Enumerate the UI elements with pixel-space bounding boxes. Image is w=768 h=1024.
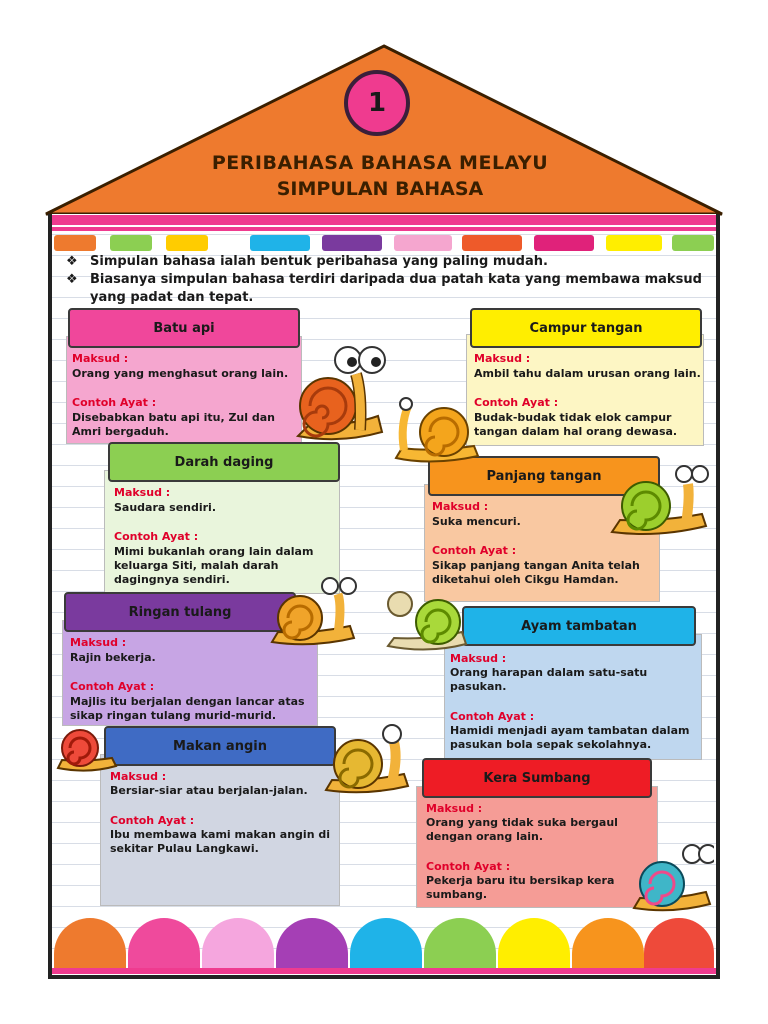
contoh-text: Ibu membawa kami makan angin di sekitar Pulau Langkawi. bbox=[110, 828, 331, 855]
snail-icon bbox=[608, 458, 712, 538]
maksud-text: Orang harapan dalam satu-satu pasukan. bbox=[450, 666, 648, 693]
contoh-text: Mimi bukanlah orang lain dalam keluarga Siti, malah darah dagingnya sendiri. bbox=[114, 545, 314, 586]
card-title-makan-angin: Makan angin bbox=[104, 726, 336, 766]
snail-icon bbox=[54, 724, 120, 774]
contoh-text: Disebabkan batu api itu, Zul dan Amri bergaduh. bbox=[72, 411, 275, 438]
contoh-label: Contoh Ayat : bbox=[474, 396, 559, 409]
contoh-label: Contoh Ayat : bbox=[70, 680, 155, 693]
card-title-campur-tangan: Campur tangan bbox=[470, 308, 702, 348]
maksud-label: Maksud : bbox=[450, 652, 507, 665]
pink-band bbox=[52, 215, 716, 225]
card-title-batu-api: Batu api bbox=[68, 308, 300, 348]
color-strip bbox=[166, 235, 208, 251]
maksud-label: Maksud : bbox=[110, 770, 167, 783]
card-title-kera-sumbang: Kera Sumbang bbox=[422, 758, 652, 798]
contoh-label: Contoh Ayat : bbox=[114, 530, 199, 543]
contoh-text: Pekerja baru itu bersikap kera sumbang. bbox=[426, 874, 615, 901]
snail-icon bbox=[392, 396, 482, 466]
snail-icon bbox=[384, 582, 470, 654]
contoh-label: Contoh Ayat : bbox=[432, 544, 517, 557]
snail-icon bbox=[630, 840, 714, 914]
card-title-panjang-tangan: Panjang tangan bbox=[428, 456, 660, 496]
maksud-text: Bersiar-siar atau berjalan-jalan. bbox=[110, 784, 308, 797]
number-badge: 1 bbox=[344, 70, 410, 136]
color-strip bbox=[250, 235, 310, 251]
card-title-ayam-tambatan: Ayam tambatan bbox=[462, 606, 696, 646]
intro-line-1: ❖ Simpulan bahasa ialah bentuk peribahasa yang paling mudah. bbox=[66, 254, 548, 269]
contoh-label: Contoh Ayat : bbox=[110, 814, 195, 827]
page-subtitle: SIMPULAN BAHASA bbox=[276, 178, 484, 200]
color-strip bbox=[322, 235, 382, 251]
maksud-text: Rajin bekerja. bbox=[70, 651, 156, 664]
color-strip bbox=[534, 235, 594, 251]
maksud-label: Maksud : bbox=[70, 636, 127, 649]
color-strip bbox=[606, 235, 662, 251]
contoh-label: Contoh Ayat : bbox=[72, 396, 157, 409]
snail-icon bbox=[322, 712, 412, 796]
maksud-text: Suka mencuri. bbox=[432, 515, 521, 528]
maksud-text: Orang yang tidak suka bergaul dengan orang lain. bbox=[426, 816, 618, 843]
color-strip bbox=[110, 235, 152, 251]
maksud-text: Orang yang menghasut orang lain. bbox=[72, 367, 289, 380]
maksud-label: Maksud : bbox=[426, 802, 483, 815]
maksud-text: Saudara sendiri. bbox=[114, 501, 217, 514]
pink-band-thin bbox=[52, 227, 716, 231]
card-title-darah-daging: Darah daging bbox=[108, 442, 340, 482]
contoh-text: Budak-budak tidak elok campur tangan dalam hal orang dewasa. bbox=[474, 411, 678, 438]
contoh-label: Contoh Ayat : bbox=[450, 710, 535, 723]
maksud-label: Maksud : bbox=[114, 486, 171, 499]
color-strip bbox=[462, 235, 522, 251]
maksud-label: Maksud : bbox=[72, 352, 129, 365]
contoh-text: Sikap panjang tangan Anita telah diketahui oleh Cikgu Hamdan. bbox=[432, 559, 640, 586]
intro-line-2: ❖ Biasanya simpulan bahasa terdiri daripada dua patah kata yang membawa maksud bbox=[66, 272, 702, 287]
contoh-text: Majlis itu berjalan dengan lancar atas sikap ringan tulang murid-murid. bbox=[70, 695, 305, 722]
intro-line-3: yang padat dan tepat. bbox=[90, 290, 254, 305]
color-strip bbox=[672, 235, 714, 251]
snail-icon bbox=[290, 344, 390, 444]
maksud-text: Ambil tahu dalam urusan orang lain. bbox=[474, 367, 701, 380]
maksud-label: Maksud : bbox=[432, 500, 489, 513]
contoh-label: Contoh Ayat : bbox=[426, 860, 511, 873]
color-strip bbox=[394, 235, 452, 251]
bottom-band bbox=[52, 968, 716, 974]
contoh-text: Hamidi menjadi ayam tambatan dalam pasukan bola sepak sekolahnya. bbox=[450, 724, 690, 751]
snail-icon bbox=[268, 574, 358, 648]
maksud-label: Maksud : bbox=[474, 352, 531, 365]
page-title: PERIBAHASA BAHASA MELAYU bbox=[211, 152, 549, 174]
card-title-ringan-tulang: Ringan tulang bbox=[64, 592, 296, 632]
color-strip bbox=[54, 235, 96, 251]
